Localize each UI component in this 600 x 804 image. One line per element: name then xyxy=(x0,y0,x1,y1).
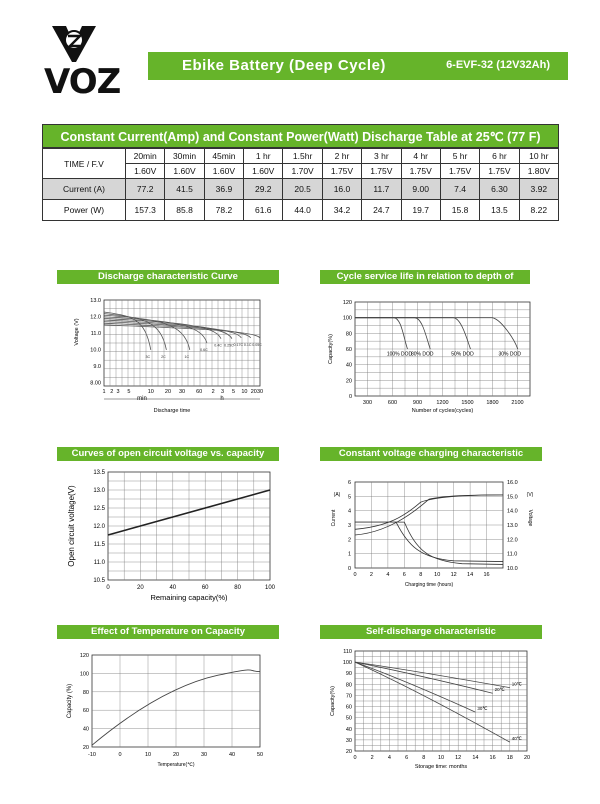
x-tick-label: 20 xyxy=(164,389,172,395)
x-tick-label: 2100 xyxy=(511,400,524,406)
y-tick-label: 100 xyxy=(342,315,352,322)
power-value: 34.2 xyxy=(322,200,361,221)
y-axis-label: Voltage (V) xyxy=(74,318,80,346)
y-tick-label: 11.5 xyxy=(93,542,105,548)
discharge-chart xyxy=(70,290,282,420)
y-right-tick: 10.0 xyxy=(507,566,518,572)
x-tick-label: 0 xyxy=(106,585,110,591)
x-tick-label: 2 xyxy=(211,389,215,395)
x-tick-label: 60 xyxy=(196,389,203,395)
y-tick-label: 12.0 xyxy=(90,314,101,321)
x-tick-label: 12 xyxy=(450,572,457,578)
curve-label: 40℃ xyxy=(511,736,522,742)
current-value: 29.2 xyxy=(244,179,283,200)
x-tick-label: 40 xyxy=(228,752,236,758)
y-tick-label: 8.00 xyxy=(90,380,101,387)
row-label-power: Power (W) xyxy=(43,200,126,221)
x-tick-label: 80 xyxy=(234,585,241,591)
chart-grid xyxy=(108,472,270,580)
col-fv: 1.60V xyxy=(204,164,243,179)
x-tick-label: 40 xyxy=(169,585,177,591)
y-tick-label: 20 xyxy=(345,378,352,385)
x-tick-label: 50 xyxy=(256,752,264,758)
x-tick-label: 18 xyxy=(506,755,513,761)
y-right-tick: 14.0 xyxy=(507,508,518,515)
x-tick-label: 20 xyxy=(250,389,257,395)
unit-h-label: h xyxy=(220,396,224,402)
y-left-tick: 6 xyxy=(347,480,351,486)
y-tick-label: 12.0 xyxy=(93,524,105,530)
x-tick-label: 2 xyxy=(369,572,373,578)
x-tick-label: 8 xyxy=(419,572,423,578)
curve-label: 1C xyxy=(184,354,190,359)
table-title: Constant Current(Amp) and Constant Power(Watt) Discharge Table at 25℃ (77 F) xyxy=(42,124,559,148)
col-fv: 1.75V xyxy=(362,164,401,179)
charging-chart xyxy=(325,474,545,598)
current-value: 41.5 xyxy=(165,179,204,200)
current-value: 7.4 xyxy=(440,179,479,200)
y-left-tick: 0 xyxy=(347,566,351,572)
y-tick-label: 120 xyxy=(342,300,352,306)
col-time: 20min xyxy=(126,149,165,164)
brand-name: VOZ xyxy=(44,62,121,102)
y-tick-label: 12.5 xyxy=(93,506,105,512)
current-curve xyxy=(355,522,503,564)
current-value: 3.92 xyxy=(519,179,558,200)
y-tick-label: 40 xyxy=(345,362,352,369)
x-tick-label: 10 xyxy=(147,389,154,395)
y-tick-label: 9.0 xyxy=(93,364,101,371)
y-right-tick: 16.0 xyxy=(507,480,518,486)
x-tick-label: 1500 xyxy=(461,400,474,406)
x-tick-label: 30 xyxy=(200,752,208,758)
col-fv: 1.70V xyxy=(283,164,322,179)
x-tick-label: 900 xyxy=(412,400,423,406)
x-tick-label: 14 xyxy=(472,755,479,761)
col-time: 6 hr xyxy=(480,149,519,164)
self-discharge-chart-title: Self-discharge characteristic xyxy=(320,625,542,639)
y-tick-label: 0 xyxy=(348,394,352,400)
y-tick-label: 30 xyxy=(345,737,352,744)
y-tick-label: 20 xyxy=(82,745,89,751)
row-label-current: Current (A) xyxy=(43,179,126,200)
x-tick-label: 20 xyxy=(137,585,144,591)
dod-label: 80% DOD xyxy=(410,351,434,358)
x-axis-label: Remaining capacity(%) xyxy=(150,593,228,602)
y-tick-label: 80 xyxy=(82,689,89,696)
current-curve xyxy=(355,522,503,561)
y-tick-label: 60 xyxy=(345,704,352,711)
x-tick-label: 0 xyxy=(353,572,357,578)
x-tick-label: 5 xyxy=(231,389,236,395)
x-axis-label: Temperature(℃) xyxy=(157,762,195,768)
curve-label: 30℃ xyxy=(477,706,488,712)
dod-label: 30% DOD xyxy=(498,351,522,358)
x-tick-label: 30 xyxy=(256,389,264,395)
y-left-label: Current xyxy=(331,509,337,527)
y-tick-label: 80 xyxy=(345,331,352,338)
x-axis-label: Charging time (hours) xyxy=(404,582,454,588)
y-tick-label: 110 xyxy=(343,649,352,655)
col-fv: 1.60V xyxy=(126,164,165,179)
dod-label: 100% DOD xyxy=(386,351,413,358)
curve-label: 0.25C xyxy=(224,343,234,348)
y-axis-label: Capacity(%) xyxy=(330,686,336,716)
temperature-chart xyxy=(62,647,280,773)
y-right-tick: 13.0 xyxy=(507,523,518,529)
power-value: 78.2 xyxy=(204,200,243,221)
x-tick-label: 1800 xyxy=(486,400,499,406)
y-tick-label: 10.0 xyxy=(90,347,101,354)
row-label-time: TIME / F.V xyxy=(43,149,126,179)
y-tick-label: 60 xyxy=(345,347,352,353)
ocv-chart-title: Curves of open circuit voltage vs. capacity xyxy=(57,447,279,461)
discharge-chart-title: Discharge characteristic Curve xyxy=(57,270,279,284)
y-tick-label: 20 xyxy=(345,749,352,755)
x-axis-label: Discharge time xyxy=(153,408,191,414)
x-tick-label: 2 xyxy=(370,755,374,761)
cycle-chart-title: Cycle service life in relation to depth of discharge xyxy=(320,270,530,284)
col-time: 4 hr xyxy=(401,149,440,164)
curve-label: 2C xyxy=(161,354,166,359)
x-tick-label: 16 xyxy=(483,572,490,578)
curve-label: 0.4C xyxy=(214,343,222,348)
cycle-life-chart xyxy=(325,294,540,416)
col-fv: 1.75V xyxy=(480,164,519,179)
curve-label: 0.05C xyxy=(252,342,262,347)
y-left-tick: 3 xyxy=(347,523,351,529)
y-tick-label: 80 xyxy=(345,682,352,689)
power-value: 19.7 xyxy=(401,200,440,221)
y-tick-label: 50 xyxy=(345,715,352,722)
x-tick-label: 20 xyxy=(172,752,180,758)
x-tick-label: 0 xyxy=(118,752,122,758)
col-fv: 1.60V xyxy=(165,164,204,179)
y-right-unit: (V) xyxy=(526,492,534,498)
x-tick-label: 3 xyxy=(116,389,120,395)
dod-label: 50% DOD xyxy=(451,351,474,358)
y-tick-label: 90 xyxy=(345,671,352,678)
current-value: 9.00 xyxy=(401,179,440,200)
title-bar xyxy=(148,52,568,80)
col-fv: 1.75V xyxy=(322,164,361,179)
current-value: 20.5 xyxy=(283,179,322,200)
x-tick-label: 14 xyxy=(467,572,474,578)
y-tick-label: 11.0 xyxy=(90,331,101,338)
discharge-curve xyxy=(104,312,151,350)
y-right-tick: 11.0 xyxy=(507,551,518,558)
x-tick-label: 8 xyxy=(422,755,426,761)
voltage-curve xyxy=(355,495,503,535)
power-value: 8.22 xyxy=(519,200,558,221)
y-axis-label: Capacity (%) xyxy=(67,683,73,719)
power-value: 61.6 xyxy=(244,200,283,221)
x-tick-label: 600 xyxy=(387,400,398,406)
x-tick-label: 100 xyxy=(264,585,276,591)
y-tick-label: 13.5 xyxy=(93,470,105,476)
x-tick-label: -10 xyxy=(88,752,96,758)
x-tick-label: 4 xyxy=(386,572,390,578)
y-tick-label: 100 xyxy=(79,671,89,678)
current-value: 36.9 xyxy=(204,179,243,200)
power-value: 15.8 xyxy=(440,200,479,221)
x-tick-label: 10 xyxy=(144,752,152,758)
x-tick-label: 10 xyxy=(437,755,445,761)
y-left-tick: 5 xyxy=(347,494,351,501)
y-tick-label: 120 xyxy=(79,653,89,659)
voltage-curve xyxy=(355,495,503,529)
x-axis-label: Storage time: months xyxy=(414,764,468,770)
y-right-tick: 15.0 xyxy=(507,494,518,501)
col-time: 10 hr xyxy=(519,149,558,164)
self-discharge-chart xyxy=(325,645,540,775)
y-tick-label: 70 xyxy=(345,693,352,700)
y-tick-label: 100 xyxy=(342,660,352,667)
unit-min-label: min xyxy=(137,396,147,402)
charging-chart-title: Constant voltage charging characteristic xyxy=(320,447,542,461)
power-value: 85.8 xyxy=(165,200,204,221)
col-fv: 1.75V xyxy=(401,164,440,179)
x-tick-label: 12 xyxy=(455,755,462,761)
col-time: 30min xyxy=(165,149,204,164)
y-axis-label: Open circuit voltage(V) xyxy=(67,485,76,567)
y-left-tick: 4 xyxy=(347,508,351,515)
curve-label: 0.6C xyxy=(200,348,208,352)
chart-grid xyxy=(355,302,530,396)
y-left-tick: 2 xyxy=(347,537,351,544)
col-time: 45min xyxy=(204,149,243,164)
y-tick-label: 13.0 xyxy=(90,298,101,304)
current-value: 11.7 xyxy=(362,179,401,200)
y-tick-label: 40 xyxy=(345,726,352,733)
x-tick-label: 1 xyxy=(102,389,106,395)
current-value: 77.2 xyxy=(126,179,165,200)
x-tick-label: 2 xyxy=(110,389,114,395)
x-tick-label: 4 xyxy=(387,755,391,761)
x-tick-label: 1200 xyxy=(436,400,449,406)
discharge-table xyxy=(42,148,559,221)
y-left-unit: (A) xyxy=(333,492,341,498)
logo-icon xyxy=(48,22,100,66)
power-value: 13.5 xyxy=(480,200,519,221)
col-time: 3 hr xyxy=(362,149,401,164)
x-tick-label: 6 xyxy=(405,755,409,761)
y-tick-label: 40 xyxy=(82,726,89,733)
ocv-chart xyxy=(60,466,285,604)
x-tick-label: 300 xyxy=(362,400,373,406)
y-right-tick: 12.0 xyxy=(507,537,518,544)
col-fv: 1.80V xyxy=(519,164,558,179)
x-tick-label: 20 xyxy=(523,755,531,761)
current-value: 16.0 xyxy=(322,179,361,200)
x-tick-label: 3 xyxy=(221,389,225,395)
y-right-label: Voltage xyxy=(527,509,533,527)
y-tick-label: 13.0 xyxy=(93,488,105,494)
x-tick-label: 6 xyxy=(402,572,406,578)
col-time: 1.5hr xyxy=(283,149,322,164)
x-tick-label: 16 xyxy=(489,755,496,761)
curve-label: 20℃ xyxy=(494,687,505,693)
y-axis-label: Capacity(%) xyxy=(328,334,334,364)
y-tick-label: 10.5 xyxy=(93,578,105,584)
model-number: 6-EVF-32 (12V32Ah) xyxy=(446,59,550,71)
y-tick-label: 60 xyxy=(82,708,89,715)
y-left-tick: 1 xyxy=(347,551,351,558)
y-tick-label: 11.0 xyxy=(93,560,105,566)
col-time: 1 hr xyxy=(244,149,283,164)
curve-label: 3C xyxy=(145,354,151,359)
x-tick-label: 30 xyxy=(178,389,186,395)
x-tick-label: 5 xyxy=(127,389,131,395)
col-time: 5 hr xyxy=(440,149,479,164)
x-tick-label: 10 xyxy=(434,572,441,578)
document-title: Ebike Battery (Deep Cycle) xyxy=(182,57,386,74)
x-tick-label: 10 xyxy=(241,389,248,395)
power-value: 44.0 xyxy=(283,200,322,221)
curve-label: 10℃ xyxy=(511,681,522,687)
x-tick-label: 60 xyxy=(201,585,209,591)
current-value: 6.30 xyxy=(480,179,519,200)
chart-grid xyxy=(92,655,260,747)
curve-label: 0.17C xyxy=(233,342,244,347)
temperature-chart-title: Effect of Temperature on Capacity xyxy=(57,625,279,639)
col-fv: 1.60V xyxy=(244,164,283,179)
col-time: 2 hr xyxy=(322,149,361,164)
power-value: 157.3 xyxy=(126,200,165,221)
curve-label: 0.1C xyxy=(243,342,252,347)
x-axis-label: Number of cycles(cycles) xyxy=(411,408,474,414)
power-value: 24.7 xyxy=(362,200,401,221)
x-tick-label: 0 xyxy=(353,755,357,761)
col-fv: 1.75V xyxy=(440,164,479,179)
